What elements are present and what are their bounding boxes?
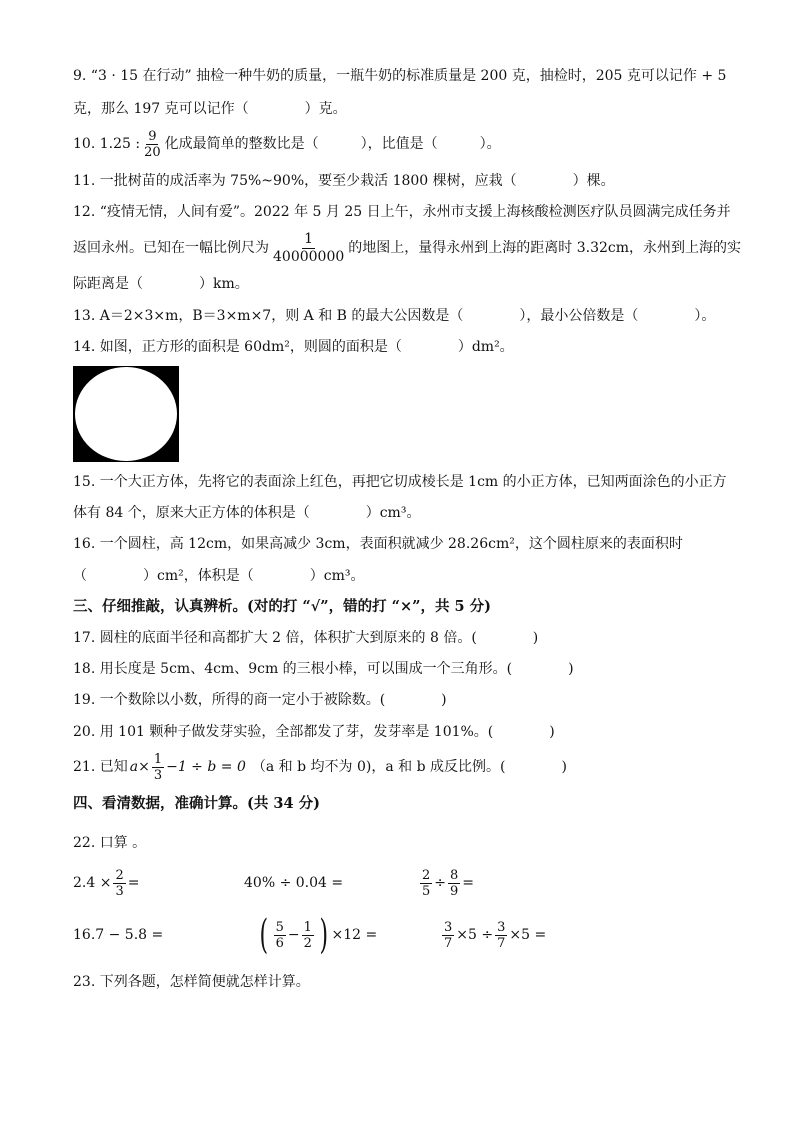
section3-title: 三、仔细推敲，认真辨析。(对的打 “√”，错的打 “×”，共 5 分) (73, 598, 492, 615)
q10-suffix: 化成最简单的整数比是（ ），比值是（ ）。 (164, 136, 501, 152)
q21-fraction (152, 752, 164, 783)
q12-frac-num: 1 (304, 230, 314, 247)
q21-var-a: a (129, 759, 139, 775)
q22-e1-fraction (113, 868, 125, 899)
q10 (73, 126, 501, 162)
q22-e1-left: 2.4 × (73, 875, 112, 891)
q22-e3-right: = (462, 875, 475, 891)
q22-e1-den: 3 (115, 883, 124, 899)
q9-line2: 克，那么 197 克可以记作（ ）克。 (73, 101, 347, 117)
q21-suffix: （a 和 b 均不为 0)，a 和 b 成反比例。( ) (251, 759, 567, 775)
q22-e6-fraction-2 (495, 920, 507, 951)
q14: 14. 如图，正方形的面积是 60dm²，则圆的面积是（ ）dm²。 (73, 339, 514, 355)
q12-line2 (73, 228, 741, 268)
q21-rest: −1 ÷ b = 0 (166, 759, 246, 775)
q22-e6-fraction-1 (442, 920, 454, 951)
q22-expr-3 (418, 864, 474, 902)
q22-e5-fraction-1 (274, 920, 286, 951)
section4-title: 四、看清数据，准确计算。(共 34 分) (73, 795, 320, 812)
q22-e6-den1: 7 (444, 935, 453, 951)
q16-line1: 16. 一个圆柱，高 12cm，如果高减少 3cm，表面积就减少 28.26cm²，这个圆柱原来的表面积时 (73, 536, 683, 552)
q17: 17. 圆柱的底面半径和高都扩大 2 倍，体积扩大到原来的 8 倍。( ) (73, 630, 539, 646)
q21-prefix: 21. 已知 (73, 759, 128, 775)
q10-prefix: 10. 1.25 : (73, 136, 141, 152)
q22-e5-num1: 5 (275, 919, 284, 935)
q22-e5-num2: 1 (303, 919, 312, 935)
q22-expr-5 (256, 913, 377, 957)
q18: 18. 用长度是 5cm、4cm、9cm 的三根小棒，可以围成一个三角形。( ) (73, 661, 574, 677)
q22-e6-right: ×5 = (509, 927, 547, 943)
q22-e3-num2: 8 (450, 867, 459, 883)
q20: 20. 用 101 颗种子做发芽实验，全部都发了芽，发芽率是 101%。( ) (73, 724, 555, 740)
q22-e3-den2: 9 (450, 883, 459, 899)
q21 (73, 748, 567, 786)
q13: 13. A＝2×3×m，B＝3×m×7，则 A 和 B 的最大公因数是（ ），最小公倍数是（ ）。 (73, 308, 716, 324)
q10-frac-den: 20 (144, 144, 161, 160)
q16-line2: （ ）cm²，体积是（ ）cm³。 (73, 568, 365, 584)
q22-e3-op: ÷ (434, 875, 447, 891)
q22-e5-lparen: ( (259, 912, 269, 958)
q22-e6-num2: 3 (497, 919, 506, 935)
q22-e5-den1: 6 (275, 935, 284, 951)
q12-line2-prefix: 返回永州。已知在一幅比例尺为 (73, 240, 269, 256)
q22-e3-fraction-1 (420, 868, 432, 899)
q12-frac-den: 40000000 (273, 248, 345, 265)
circle-figure (75, 367, 177, 461)
q9-line1: 9. “3 · 15 在行动” 抽检一种牛奶的质量，一瓶牛奶的标准质量是 200 克，抽检时，205 克可以记作 + 5 (73, 68, 727, 84)
q22-e2-text: 40% ÷ 0.04 = (244, 875, 344, 891)
q22-expr-1 (73, 864, 139, 902)
q15-line1: 15. 一个大正方体，先将它的表面涂上红色，再把它切成棱长是 1cm 的小正方体，已知两面涂色的小正方 (73, 474, 727, 490)
q10-frac-num: 9 (148, 128, 157, 144)
q21-frac-den: 3 (153, 767, 163, 783)
q22-e5-den2: 2 (303, 935, 312, 951)
q22-title: 22. 口算 。 (73, 835, 147, 851)
q15-line2: 体有 84 个，原来大正方体的体积是（ ）cm³。 (73, 505, 421, 521)
q12-line1: 12. “疫情无情，人间有爱”。2022 年 5 月 25 日上午，永州市支援上海核酸检测医疗队员圆满完成任务并 (73, 204, 731, 220)
q22-e3-fraction-2 (448, 868, 460, 899)
q22-e3-den1: 5 (422, 883, 431, 899)
q19: 19. 一个数除以小数，所得的商一定小于被除数。( ) (73, 692, 447, 708)
q21-frac-num: 1 (153, 751, 163, 767)
q23: 23. 下列各题，怎样简便就怎样计算。 (73, 974, 310, 990)
q22-expr-2 (244, 864, 343, 902)
q22-e5-rparen: ) (319, 912, 329, 958)
q22-e5-fraction-2 (302, 920, 314, 951)
q10-fraction (142, 129, 163, 160)
q22-e3-num1: 2 (422, 867, 431, 883)
q22-e6-num1: 3 (444, 919, 453, 935)
q22-e5-op: − (287, 927, 300, 943)
q11: 11. 一批树苗的成活率为 75%~90%，要至少栽活 1800 棵树，应栽（ ）棵。 (73, 173, 615, 189)
q22-e6-mid: ×5 ÷ (456, 927, 494, 943)
q22-e1-right: = (127, 875, 140, 891)
q22-e4-text: 16.7 − 5.8 = (73, 927, 164, 943)
q22-e5-right: ×12 = (331, 927, 378, 943)
q12-line2-suffix: 的地图上，量得永州到上海的距离时 3.32cm，永州到上海的实 (348, 240, 742, 256)
q22-e6-den2: 7 (497, 935, 506, 951)
q22-e1-num: 2 (115, 867, 124, 883)
q12-scale-fraction (271, 231, 346, 266)
q22-expr-4 (73, 915, 163, 955)
q12-line3: 际距离是（ ）km。 (73, 276, 249, 292)
q22-expr-6 (440, 915, 546, 955)
q21-times: × (138, 759, 150, 775)
